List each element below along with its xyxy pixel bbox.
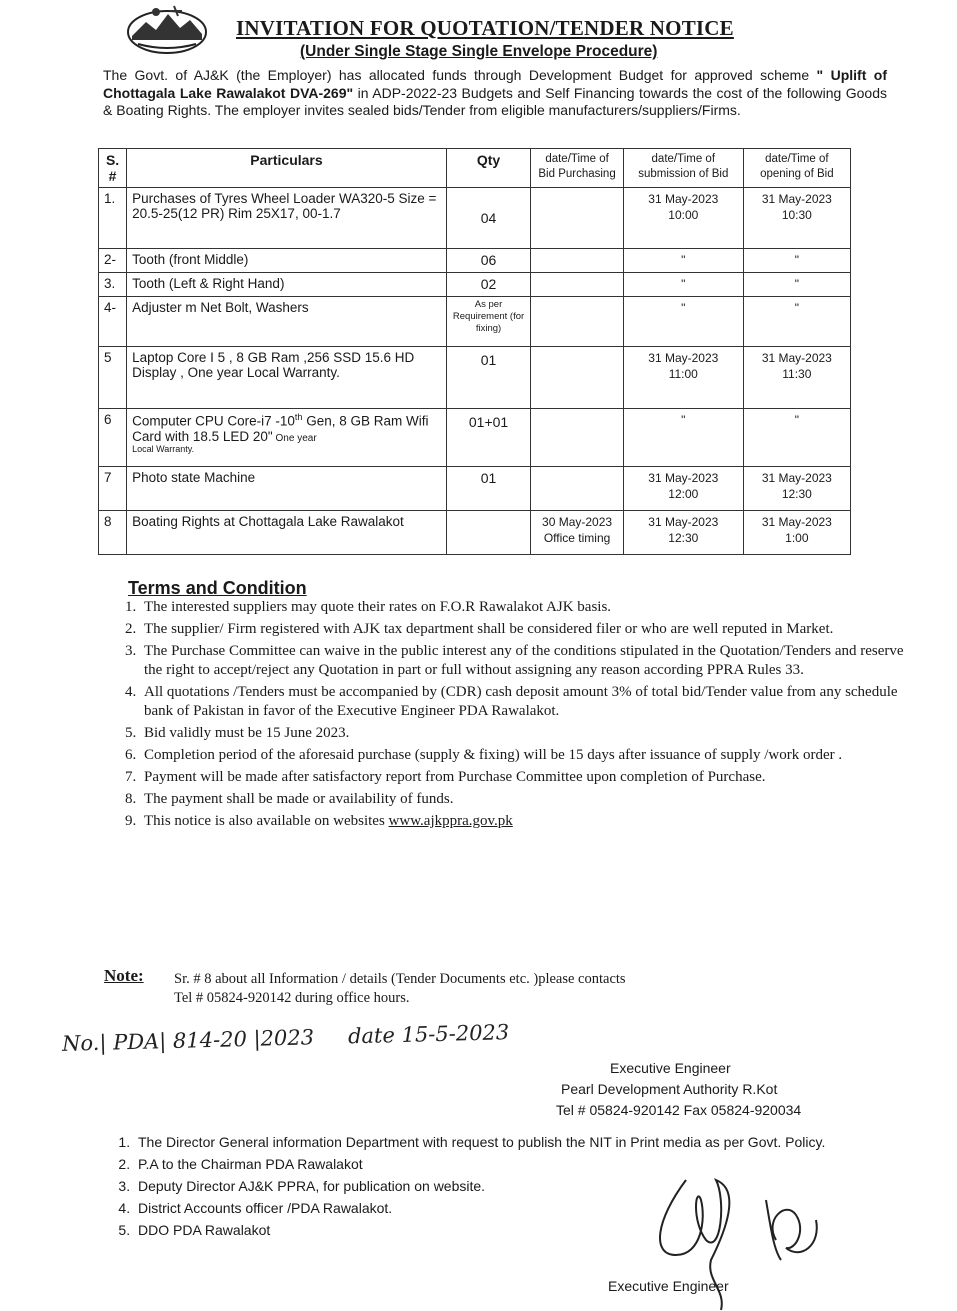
table-row: 2- Tooth (front Middle) 06 " " (99, 249, 851, 273)
signatory-block (556, 1058, 856, 1121)
signatory-contact: Tel # 05824-920142 Fax 05824-920034 (556, 1102, 802, 1118)
list-item: 1. The Director General information Department with request to publish the NIT in Print media as per Govt. Policy. (134, 1131, 904, 1153)
col-purchasing: date/Time of Bid Purchasing (531, 149, 624, 188)
note-label: Note: (104, 966, 144, 985)
reference-date: date 15-5-2023 (347, 1020, 510, 1049)
col-submission: date/Time of submission of Bid (623, 149, 743, 188)
list-item: 3. The Purchase Committee can waive in the public interest any of the conditions stipulated in the Quotation/Tenders and reserve the right to accept/reject any Quotation in part or full without assigning any reason according PPRA Rules 33. (140, 642, 920, 680)
table-row: 7 Photo state Machine 01 31 May-2023 12:00 31 May-2023 12:30 (99, 467, 851, 511)
col-qty: Qty (446, 149, 530, 188)
list-item: 4. District Accounts officer /PDA Rawalakot. (134, 1197, 904, 1219)
list-item: 2. P.A to the Chairman PDA Rawalakot (134, 1153, 904, 1175)
notice-title: INVITATION FOR QUOTATION/TENDER NOTICE (236, 16, 734, 40)
list-item: 2. The supplier/ Firm registered with AJK tax department shall be considered filer or who are well reputed in Market. (140, 620, 920, 639)
reference-number: No.| PDA| 814-20 |2023 date 15-5-2023 (61, 1020, 510, 1056)
note-text: Sr. # 8 about all Information / details (Tender Documents etc. )please contacts Tel # 05824-920142 during office hours. (174, 971, 626, 1006)
intro-paragraph: The Govt. of AJ&K (the Employer) has allocated funds through Development Budget for approved scheme " Uplift of Chottagala Lake Rawalakot DVA-269" in ADP-2022-23 Budgets and Self Financing towards the cost of the following Goods & Boating Rights. The employer invites sealed bids/Tender from eligible manufacturers/suppliers/Firms. (103, 67, 888, 118)
terms-list (104, 598, 920, 834)
table-row: 1. Purchases of Tyres Wheel Loader WA320-5 Size = 20.5-25(12 PR) Rim 25X17, 00-1.7 04 31 May-2023 10:00 31 May-2023 10:30 (99, 188, 851, 249)
col-opening: date/Time of opening of Bid (743, 149, 850, 188)
authority-logo (126, 2, 208, 54)
list-item: 1. The interested suppliers may quote their rates on F.O.R Rawalakot AJK basis. (140, 598, 920, 617)
table-row: 6 Computer CPU Core-i7 -10th Gen, 8 GB Ram Wifi Card with 18.5 LED 20" One year Local Warranty. 01+01 " " (99, 409, 851, 467)
signatory-title: Executive Engineer (610, 1060, 731, 1076)
scheme-name: " Uplift of Chottagala Lake Rawalakot DVA-269" (103, 67, 887, 101)
list-item: 3. Deputy Director AJ&K PPRA, for publication on website. (134, 1175, 904, 1197)
list-item: 9. This notice is also available on websites www.ajkppra.gov.pk (140, 812, 920, 831)
items-table (98, 148, 851, 555)
table-row: 3. Tooth (Left & Right Hand) 02 " " (99, 273, 851, 297)
list-item: 5. DDO PDA Rawalakot (134, 1219, 904, 1241)
signature-title: Executive Engineer (608, 1278, 729, 1294)
table-header-row (99, 149, 851, 188)
notice-subtitle: (Under Single Stage Single Envelope Procedure) (300, 43, 658, 60)
signatory-org: Pearl Development Authority R.Kot (561, 1081, 778, 1097)
list-item: 6. Completion period of the aforesaid purchase (supply & fixing) will be 15 days after issuance of supply /work order . (140, 746, 920, 765)
table-row: 5 Laptop Core I 5 , 8 GB Ram ,256 SSD 15.6 HD Display , One year Local Warranty. 01 31 May-2023 11:00 31 May-2023 11:30 (99, 347, 851, 409)
table-row: 8 Boating Rights at Chottagala Lake Rawalakot 30 May-2023 Office timing 31 May-2023 12:30 31 May-2023 1:00 (99, 511, 851, 555)
list-item: 7. Payment will be made after satisfactory report from Purchase Committee upon completion of Purchase. (140, 768, 920, 787)
list-item: 4. All quotations /Tenders must be accompanied by (CDR) cash deposit amount 3% of total bid/Tender value from any schedule bank of Pakistan in favor of the Executive Engineer PDA Rawalakot. (140, 683, 920, 721)
table-row: 4- Adjuster m Net Bolt, Washers As per Requirement (for fixing) " " (99, 297, 851, 347)
website-link[interactable]: www.ajkppra.gov.pk (388, 813, 513, 829)
col-particulars: Particulars (127, 149, 447, 188)
list-item: 5. Bid validly must be 15 June 2023. (140, 724, 920, 743)
terms-heading: Terms and Condition (128, 578, 307, 598)
list-item: 8. The payment shall be made or availability of funds. (140, 790, 920, 809)
col-sn: S. # (99, 149, 127, 188)
